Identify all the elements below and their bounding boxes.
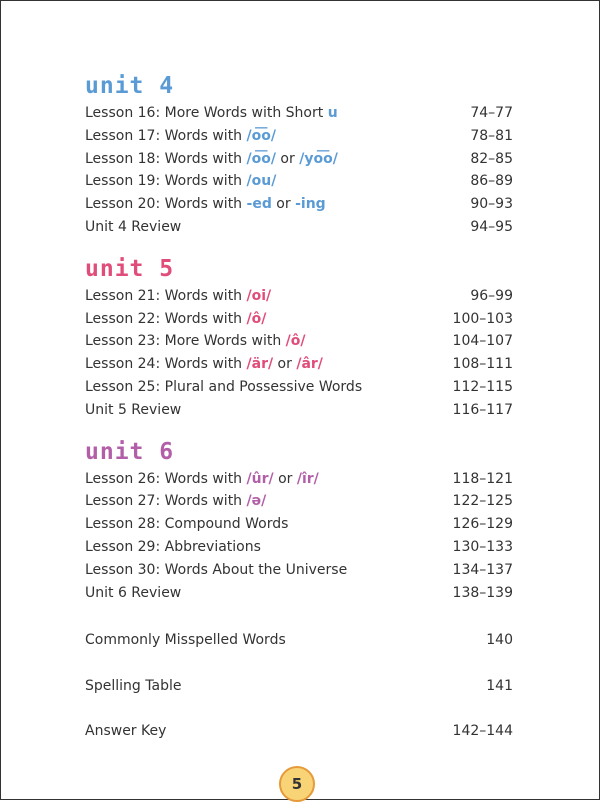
extra-sections	[85, 618, 513, 755]
lesson-row[interactable]	[85, 559, 513, 582]
lesson-pages: 96–99	[470, 287, 513, 304]
lesson-sound: -ing	[295, 196, 326, 213]
lesson-text: Lesson 21: Words with	[85, 287, 247, 304]
lesson-text: Lesson 16: More Words with Short	[85, 105, 328, 121]
extra-row[interactable]	[85, 618, 513, 664]
lesson-row[interactable]	[85, 193, 513, 216]
lesson-sound: /o͞o/	[246, 127, 276, 144]
lesson-row[interactable]	[85, 399, 513, 422]
lesson-text: Lesson 18: Words with	[85, 150, 247, 167]
lesson-label	[85, 490, 266, 513]
lesson-row[interactable]	[85, 513, 513, 536]
lesson-sound: /ûr/	[246, 470, 274, 487]
lesson-sound: /ô/	[246, 310, 267, 327]
lesson-sound: /îr/	[296, 470, 319, 487]
unit-section	[85, 70, 513, 239]
lesson-label	[85, 330, 306, 353]
lesson-text: Lesson 25: Plural and Possessive Words	[85, 378, 363, 395]
lesson-joiner: or	[275, 150, 300, 167]
lesson-joiner: or	[271, 196, 296, 213]
extra-pages: 142–144	[452, 723, 513, 740]
extra-row[interactable]	[85, 709, 513, 755]
lesson-text: Lesson 19: Words with	[85, 173, 247, 190]
unit-title: unit 5	[85, 255, 175, 282]
lesson-text: Unit 5 Review	[85, 401, 182, 418]
lesson-pages: 126–129	[452, 516, 513, 533]
extra-label: Spelling Table	[85, 677, 182, 694]
lesson-text: Lesson 20: Words with	[85, 196, 247, 213]
lesson-row[interactable]	[85, 285, 513, 308]
lesson-text: Lesson 26: Words with	[85, 470, 247, 487]
lesson-pages: 94–95	[470, 218, 513, 235]
lesson-sound: /oi/	[246, 287, 272, 304]
lesson-row[interactable]	[85, 330, 513, 353]
lesson-pages: 86–89	[470, 173, 513, 190]
page-number-badge: 5	[279, 766, 315, 802]
lesson-label	[85, 193, 326, 216]
lesson-pages: 78–81	[470, 127, 513, 144]
lesson-label	[85, 468, 319, 491]
lesson-pages: 82–85	[470, 150, 513, 167]
lesson-pages: 116–117	[452, 401, 513, 418]
lesson-label	[85, 285, 271, 308]
lesson-text: Lesson 29: Abbreviations	[85, 538, 261, 555]
lesson-row[interactable]	[85, 102, 513, 125]
lesson-pages: 122–125	[452, 493, 513, 510]
lesson-pages: 118–121	[452, 470, 513, 487]
extra-label: Answer Key	[85, 723, 167, 740]
lesson-label	[85, 216, 181, 239]
lesson-row[interactable]	[85, 170, 513, 193]
lesson-label	[85, 376, 362, 399]
lesson-row[interactable]	[85, 125, 513, 148]
lesson-sound: /ou/	[246, 173, 277, 190]
lesson-row[interactable]	[85, 536, 513, 559]
lesson-pages: 100–103	[452, 310, 513, 327]
lesson-pages: 138–139	[452, 584, 513, 601]
lesson-sound: /ə/	[246, 493, 267, 510]
lesson-text: Lesson 22: Words with	[85, 310, 247, 327]
lesson-pages: 134–137	[452, 561, 513, 578]
lesson-sound: /yo͞o/	[299, 150, 338, 167]
lesson-text: Lesson 30: Words About the Universe	[85, 561, 348, 578]
lesson-row[interactable]	[85, 468, 513, 491]
lesson-row[interactable]	[85, 353, 513, 376]
extra-label: Commonly Misspelled Words	[85, 632, 286, 649]
lesson-row[interactable]	[85, 376, 513, 399]
lesson-pages: 112–115	[452, 378, 513, 395]
lesson-sound: /ô/	[285, 333, 306, 350]
lesson-text: Unit 4 Review	[85, 218, 182, 235]
lesson-label	[85, 536, 261, 559]
lesson-text: Lesson 27: Words with	[85, 493, 247, 510]
lesson-sound: -ed	[246, 196, 272, 213]
lesson-pages: 130–133	[452, 538, 513, 555]
lesson-label	[85, 308, 266, 331]
lesson-pages: 108–111	[452, 356, 513, 373]
lesson-sound: u	[327, 105, 338, 121]
lesson-label	[85, 559, 347, 582]
lesson-label	[85, 399, 181, 422]
lesson-joiner: or	[273, 356, 297, 373]
lesson-joiner: or	[273, 470, 297, 487]
lesson-pages: 74–77	[470, 105, 513, 121]
lesson-pages: 90–93	[470, 196, 513, 213]
lesson-label	[85, 102, 338, 125]
lesson-row[interactable]	[85, 148, 513, 171]
lesson-text: Lesson 28: Compound Words	[85, 516, 289, 533]
lesson-row[interactable]	[85, 582, 513, 605]
lesson-pages: 104–107	[452, 333, 513, 350]
lesson-text: Lesson 17: Words with	[85, 127, 247, 144]
lesson-row[interactable]	[85, 490, 513, 513]
lesson-label	[85, 125, 276, 148]
lesson-label	[85, 353, 323, 376]
unit-section	[85, 253, 513, 422]
lesson-label	[85, 148, 338, 171]
lesson-row[interactable]	[85, 216, 513, 239]
lesson-label	[85, 170, 276, 193]
unit-title: unit 6	[85, 438, 175, 465]
unit-section	[85, 436, 513, 605]
lesson-row[interactable]	[85, 308, 513, 331]
lesson-text: Lesson 24: Words with	[85, 356, 247, 373]
lesson-text: Unit 6 Review	[85, 584, 182, 601]
lesson-label	[85, 582, 181, 605]
unit-title: unit 4	[85, 73, 175, 99]
extra-pages: 140	[486, 632, 513, 649]
lesson-label	[85, 513, 288, 536]
table-of-contents	[85, 70, 513, 755]
unit-list	[85, 70, 513, 604]
lesson-sound: /o͞o/	[246, 150, 276, 167]
lesson-text: Lesson 23: More Words with	[85, 333, 286, 350]
lesson-sound: /âr/	[296, 356, 323, 373]
extra-row[interactable]	[85, 664, 513, 710]
lesson-sound: /är/	[246, 356, 274, 373]
extra-pages: 141	[486, 677, 513, 694]
